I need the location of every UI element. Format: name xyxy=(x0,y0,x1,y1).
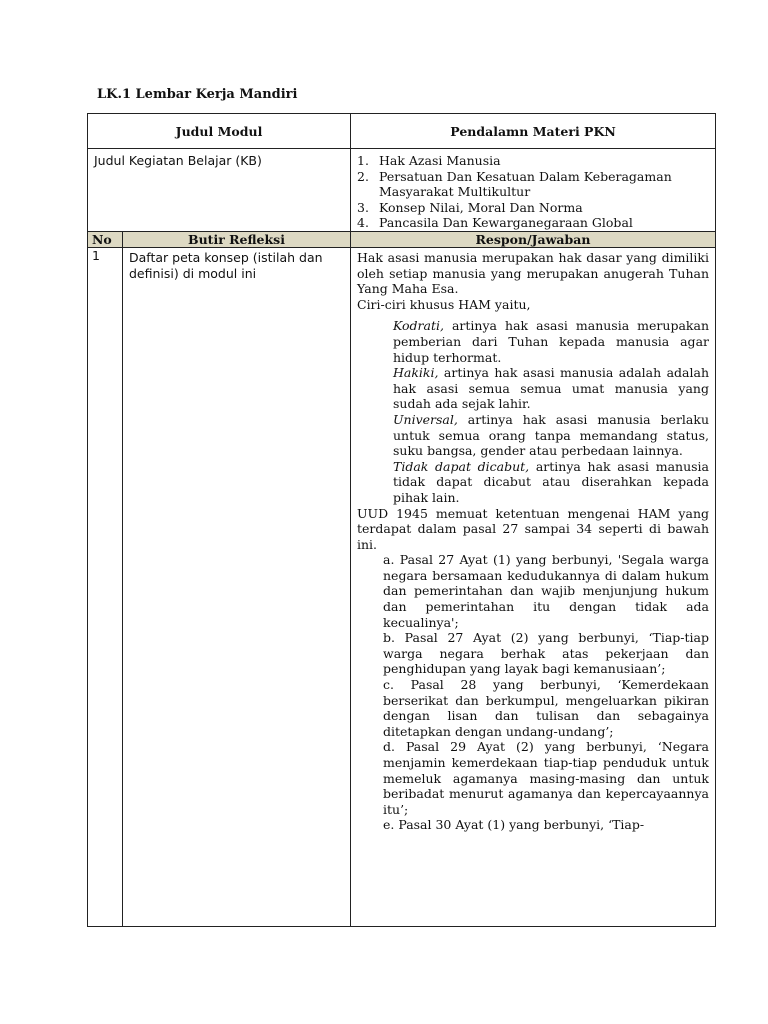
pasal-item: b. Pasal 27 Ayat (2) yang berbunyi, ‘Tiap-tiap warga negara berhak atas pekerjaan dan penghidupan yang layak bagi kemanusiaan’; xyxy=(383,630,709,677)
response-intro: Hak asasi manusia merupakan hak dasar yang dimiliki oleh setiap manusia yang merupakan anugerah Tuhan Yang Maha Esa. xyxy=(357,250,709,297)
header-judul-modul: Judul Modul xyxy=(88,114,351,149)
kb-row xyxy=(88,149,716,232)
ciri-item: Hakiki, artinya hak asasi manusia adalah adalah hak asasi semua semua umat manusia yang sudah ada sejak lahir. xyxy=(393,365,709,412)
kb-list-cell xyxy=(351,149,716,232)
header-row xyxy=(88,114,716,149)
uud-paragraph: UUD 1945 memuat ketentuan mengenai HAM yang terdapat dalam pasal 27 sampai 34 seperti di bawah ini. xyxy=(357,505,709,552)
column-butir-refleksi: Butir Refleksi xyxy=(123,232,351,248)
kb-item: 2. Persatuan Dan Kesatuan Dalam Keberagaman Masyarakat Multikultur xyxy=(357,168,672,200)
ciri-item: Tidak dapat dicabut, artinya hak asasi manusia tidak dapat dicabut atau diserahkan kepada pihak lain. xyxy=(393,458,709,505)
table-row xyxy=(88,248,716,927)
column-no: No xyxy=(88,232,123,248)
ciri-item: Kodrati, artinya hak asasi manusia merupakan pemberian dari Tuhan kepada manusia agar hidup terhormat. xyxy=(393,318,709,365)
kb-label: Judul Kegiatan Belajar (KB) xyxy=(88,149,351,232)
kb-item: 4. Pancasila Dan Kewarganegaraan Global xyxy=(357,215,633,231)
column-header-row xyxy=(88,232,716,248)
pasal-item: d. Pasal 29 Ayat (2) yang berbunyi, ‘Negara menjamin kemerdekaan tiap-tiap penduduk untuk memeluk agamanya masing-masing dan untuk beribadat menurut agamanya dan kepercayaannya itu’; xyxy=(383,739,709,817)
page-title: LK.1 Lembar Kerja Mandiri xyxy=(97,87,298,102)
kb-item: 3. Konsep Nilai, Moral Dan Norma xyxy=(357,199,583,215)
row-number: 1 xyxy=(88,248,123,927)
header-module-name: Pendalamn Materi PKN xyxy=(351,114,716,149)
pasal-list xyxy=(383,552,709,833)
butir-text: Daftar peta konsep (istilah dan definisi) di modul ini xyxy=(123,248,351,927)
worksheet-table xyxy=(87,113,716,927)
ciri-list xyxy=(393,318,709,505)
response-cell xyxy=(351,248,716,927)
pasal-item: c. Pasal 28 yang berbunyi, ‘Kemerdekaan berserikat dan berkumpul, mengeluarkan pikiran dengan lisan dan tulisan dan sebagainya ditetapkan dengan undang-undang’; xyxy=(383,677,709,739)
pasal-item: e. Pasal 30 Ayat (1) yang berbunyi, ‘Tiap- xyxy=(383,817,645,833)
kb-item: 1. Hak Azasi Manusia xyxy=(357,153,501,168)
pasal-item: a. Pasal 27 Ayat (1) yang berbunyi, 'Segala warga negara bersamaan kedudukannya di dalam hukum dan pemerintahan dan wajib menjunjung hukum dan pemerintahan itu dengan tidak ada kecualinya'; xyxy=(383,552,709,630)
column-respon-jawaban: Respon/Jawaban xyxy=(351,232,716,248)
kb-list xyxy=(357,153,709,231)
ciri-heading: Ciri-ciri khusus HAM yaitu, xyxy=(357,296,531,312)
ciri-item: Universal, artinya hak asasi manusia berlaku untuk semua orang tanpa memandang status, suku bangsa, gender atau perbedaan lainnya. xyxy=(393,411,709,459)
